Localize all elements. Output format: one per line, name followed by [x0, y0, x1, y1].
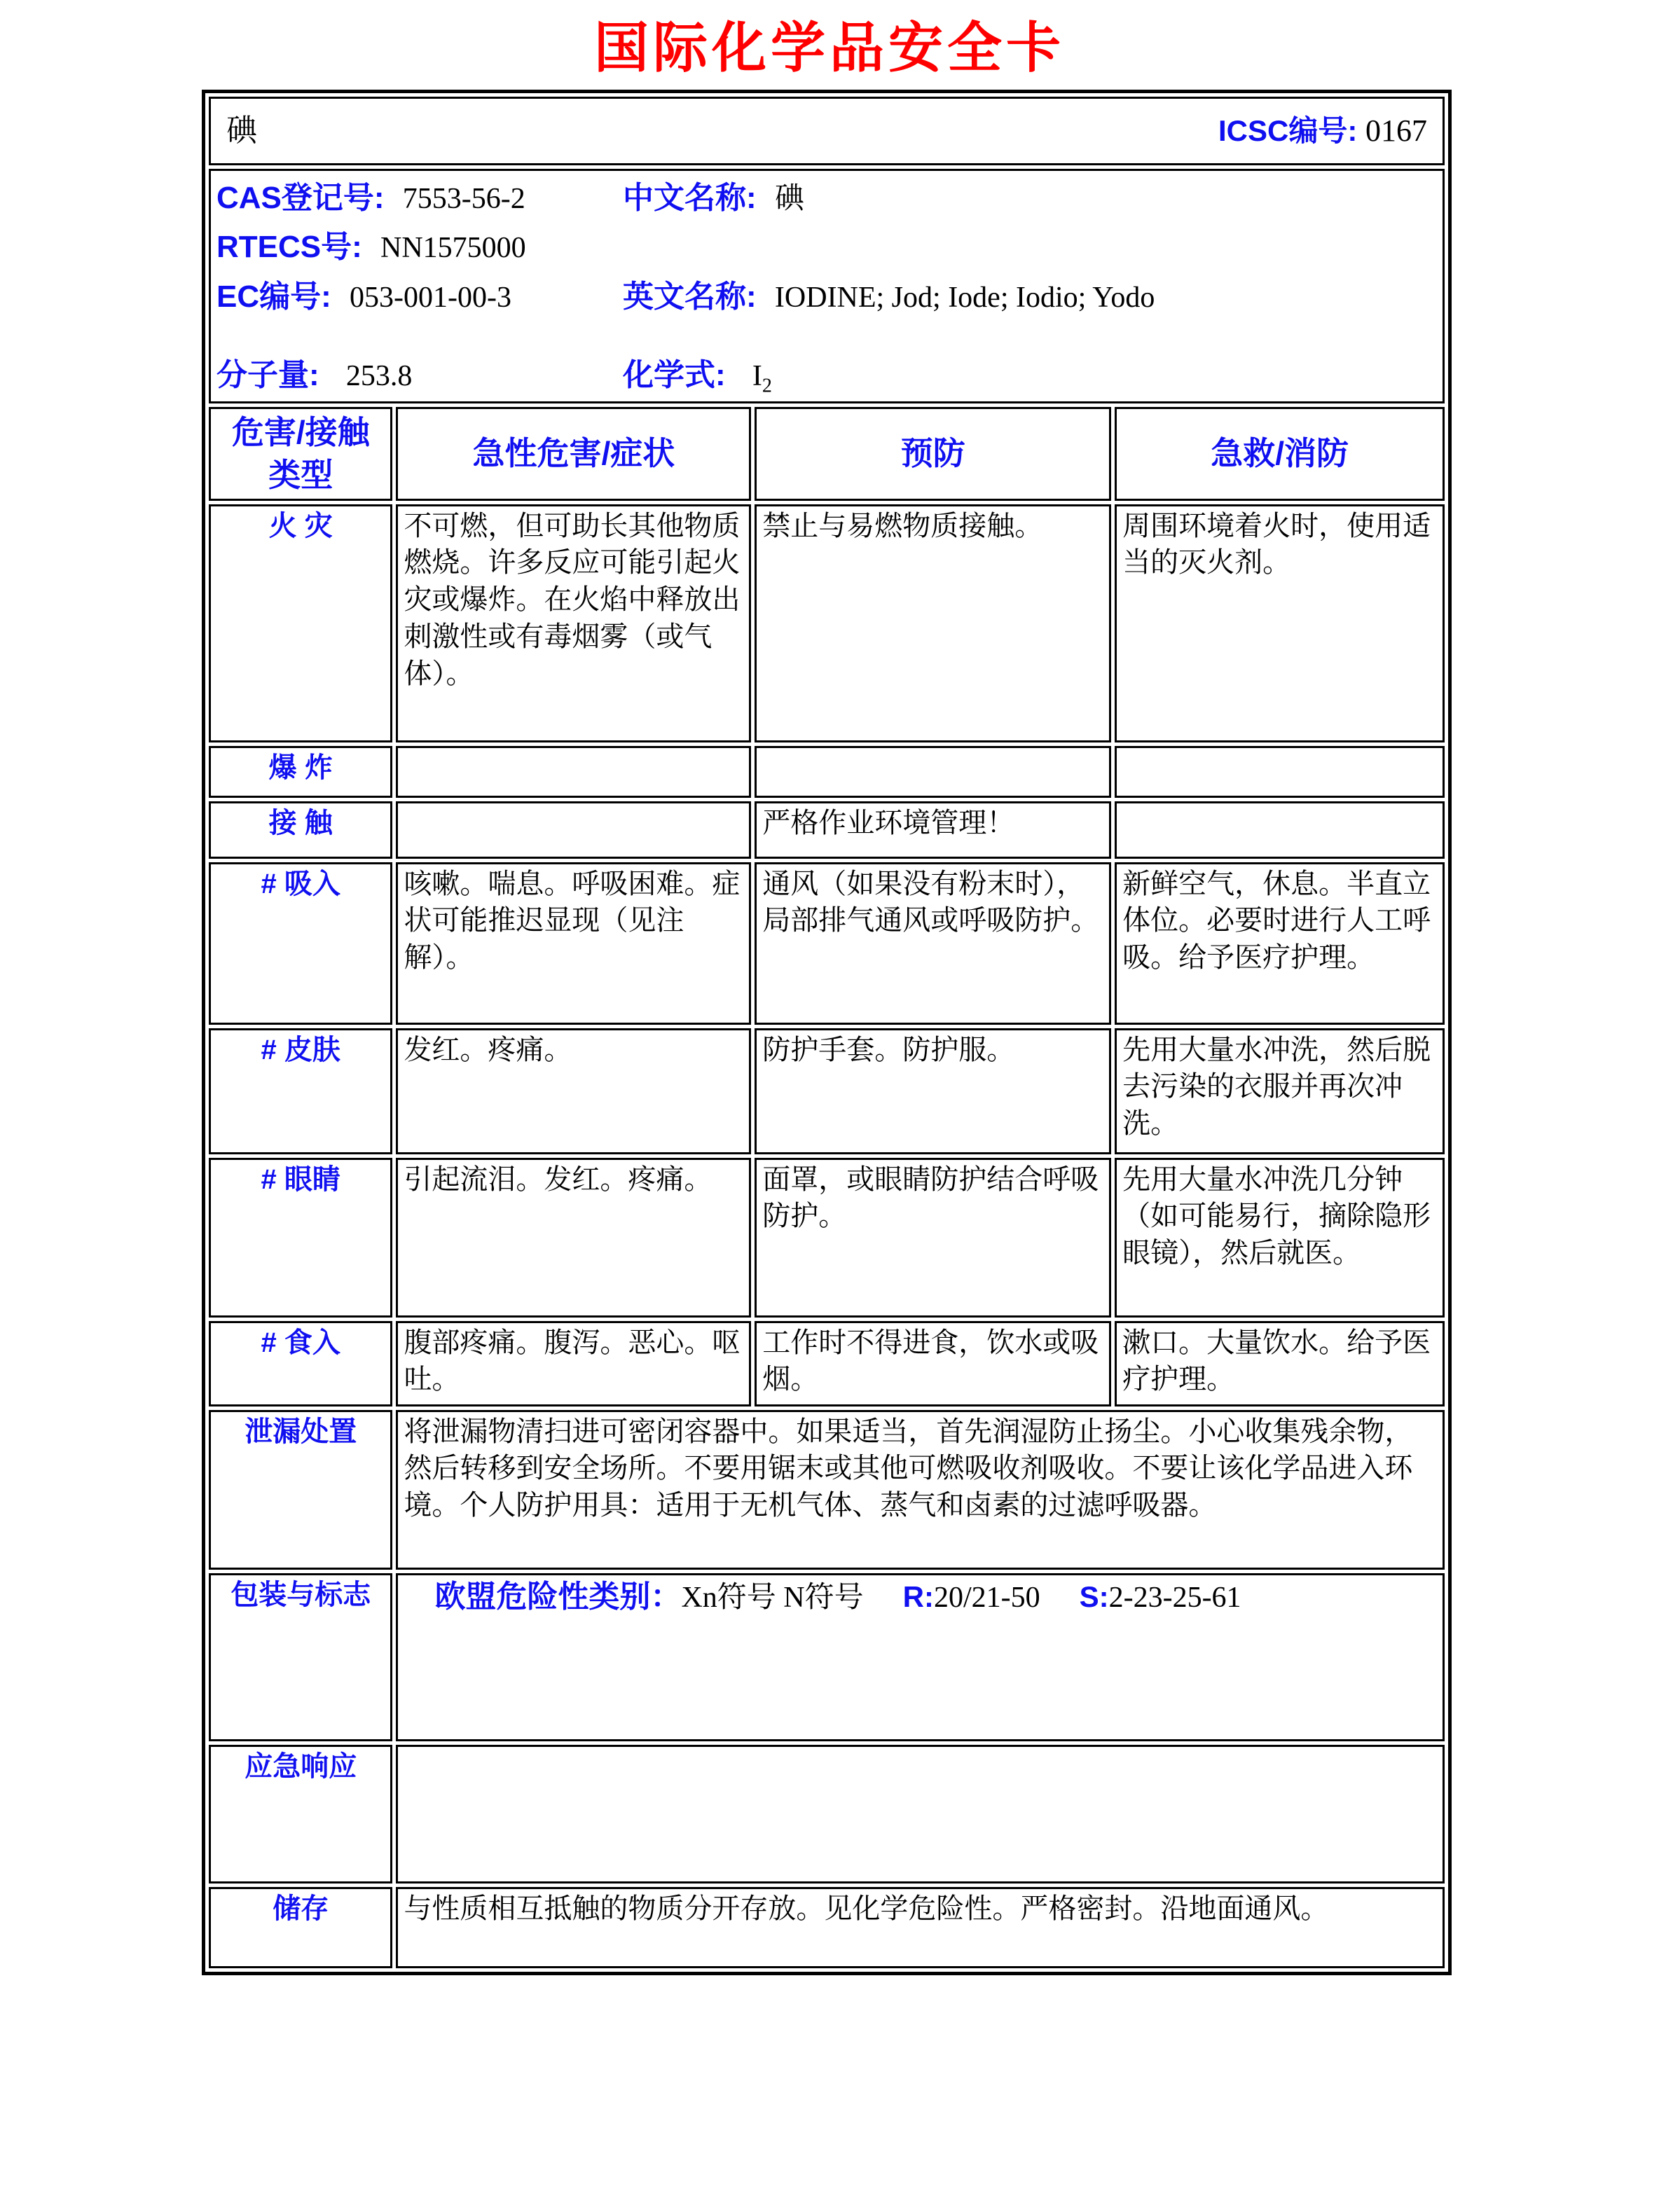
chemical-formula-label: 化学式: [623, 358, 734, 393]
inhalation-row-label: # 吸入 [209, 862, 392, 1025]
table-row-ingestion [209, 1321, 1445, 1406]
ec-value: 053-001-00-3 [350, 281, 511, 314]
fire-row-label: 火 灾 [209, 504, 392, 742]
skin-prevention: 防护手套。防护服。 [755, 1028, 1111, 1154]
ec-label: EC编号: [216, 279, 340, 314]
icsc-number [1218, 111, 1427, 151]
chinese-name [623, 178, 1437, 219]
ingestion-prevention: 工作时不得进食，饮水或吸烟。 [755, 1321, 1111, 1406]
fire-symptoms: 不可燃，但可助长其他物质燃烧。许多反应可能引起火灾或爆炸。在火焰中释放出刺激性或有毒烟雾（或气体）。 [396, 504, 751, 742]
table-row-storage [209, 1887, 1445, 1968]
eyes-symptoms: 引起流泪。发红。疼痛。 [396, 1158, 751, 1318]
page-title: 国际化学品安全卡 [593, 18, 1065, 78]
storage-row-label: 储存 [209, 1887, 392, 1968]
ec-number [216, 277, 623, 317]
ingestion-symptoms: 腹部疼痛。腹泻。恶心。呕吐。 [396, 1321, 751, 1406]
col-header-hazard-type: 危害/接触 类型 [209, 407, 392, 501]
explosion-first-aid [1115, 746, 1445, 798]
identity-cell [209, 169, 1445, 403]
table-row-explosion [209, 746, 1445, 798]
cas-label: CAS登记号: [216, 181, 393, 215]
rtecs-label: RTECS号: [216, 230, 371, 265]
eyes-prevention: 面罩，或眼睛防护结合呼吸防护。 [755, 1158, 1111, 1318]
storage-text: 与性质相互抵触的物质分开存放。见化学危险性。严格密封。沿地面通风。 [396, 1887, 1445, 1968]
identity-row [209, 169, 1445, 403]
eu-hazard-classification [434, 1577, 1437, 1617]
rtecs-value: NN1575000 [380, 232, 526, 265]
icsc-card-table [202, 90, 1452, 1975]
contact-prevention: 严格作业环境管理！ [755, 801, 1111, 859]
eu-class-label: 欧盟危险性类别： [434, 1579, 682, 1614]
col-header-prevention: 预防 [755, 407, 1111, 501]
packaging-row-label: 包装与标志 [209, 1573, 392, 1741]
s-phrases-label: S: [1079, 1579, 1109, 1613]
explosion-symptoms [396, 746, 751, 798]
cas-value: 7553-56-2 [402, 183, 525, 215]
skin-first-aid: 先用大量水冲洗，然后脱去污染的衣服并再次冲洗。 [1115, 1028, 1445, 1154]
inhalation-symptoms: 咳嗽。喘息。呼吸困难。症状可能推迟显现（见注解）。 [396, 862, 751, 1025]
spill-disposal-row-label: 泄漏处置 [209, 1410, 392, 1570]
chinese-name-value: 碘 [774, 183, 804, 215]
table-row-spill-disposal [209, 1410, 1445, 1570]
contact-row-label: 接 触 [209, 801, 392, 859]
english-name-label: 英文名称: [623, 279, 765, 314]
eu-class-symbols: Xn符号 N符号 [681, 1581, 864, 1614]
packaging-text-cell [396, 1573, 1445, 1741]
skin-symptoms: 发红。疼痛。 [396, 1028, 751, 1154]
inhalation-first-aid: 新鲜空气，休息。半直立体位。必要时进行人工呼吸。给予医疗护理。 [1115, 862, 1445, 1025]
icsc-number-value: 0167 [1365, 113, 1427, 148]
molecular-weight-label: 分子量: [216, 358, 328, 393]
table-row-contact [209, 801, 1445, 859]
chinese-name-label: 中文名称: [623, 181, 765, 215]
rtecs-number [216, 227, 623, 268]
eyes-first-aid: 先用大量水冲洗几分钟（如可能易行，摘除隐形眼镜），然后就医。 [1115, 1158, 1445, 1318]
inhalation-prevention: 通风（如果没有粉末时），局部排气通风或呼吸防护。 [755, 862, 1111, 1025]
spill-disposal-text: 将泄漏物清扫进可密闭容器中。如果适当，首先润湿防止扬尘。小心收集残余物，然后转移到安全场所。不要用锯末或其他可燃吸收剂吸收。不要让该化学品进入环境。个人防护用具：适用于无机气体、蒸气和卤素的过滤呼吸器。 [396, 1410, 1445, 1570]
r-phrases-label: R: [902, 1579, 934, 1613]
card-header-cell [209, 97, 1445, 165]
eyes-row-label: # 眼睛 [209, 1158, 392, 1318]
contact-symptoms [396, 801, 751, 859]
table-row-packaging-labelling [209, 1573, 1445, 1741]
table-row-emergency-response [209, 1745, 1445, 1883]
icsc-number-label: ICSC编号: [1218, 113, 1365, 147]
substance-name: 碘 [226, 113, 257, 148]
hazard-table-header-row [209, 407, 1445, 501]
molecular-weight-value: 253.8 [345, 360, 413, 393]
table-row-eyes [209, 1158, 1445, 1318]
explosion-prevention [755, 746, 1111, 798]
col-header-first-aid: 急救/消防 [1115, 407, 1445, 501]
skin-row-label: # 皮肤 [209, 1028, 392, 1154]
chemical-formula-value: $I_2$ [752, 360, 772, 397]
cas-number [216, 178, 623, 219]
table-row-fire [209, 504, 1445, 742]
contact-first-aid [1115, 801, 1445, 859]
card-header-row [209, 97, 1445, 165]
table-row-inhalation [209, 862, 1445, 1025]
chemical-formula [623, 355, 1437, 399]
fire-first-aid: 周围环境着火时，使用适当的灭火剂。 [1115, 504, 1445, 742]
ingestion-first-aid: 漱口。大量饮水。给予医疗护理。 [1115, 1321, 1445, 1406]
col-header-symptoms: 急性危害/症状 [396, 407, 751, 501]
molecular-weight [216, 355, 623, 399]
table-row-skin [209, 1028, 1445, 1154]
emergency-response-text [396, 1745, 1445, 1883]
emergency-response-row-label: 应急响应 [209, 1745, 392, 1883]
explosion-row-label: 爆 炸 [209, 746, 392, 798]
english-name [623, 277, 1437, 317]
english-name-value: IODINE; Jod; Iode; Iodio; Yodo [774, 281, 1155, 314]
s-phrases-value: 2-23-25-61 [1108, 1581, 1241, 1614]
r-phrases-value: 20/21-50 [933, 1581, 1040, 1614]
ingestion-row-label: # 食入 [209, 1321, 392, 1406]
fire-prevention: 禁止与易燃物质接触。 [755, 504, 1111, 742]
